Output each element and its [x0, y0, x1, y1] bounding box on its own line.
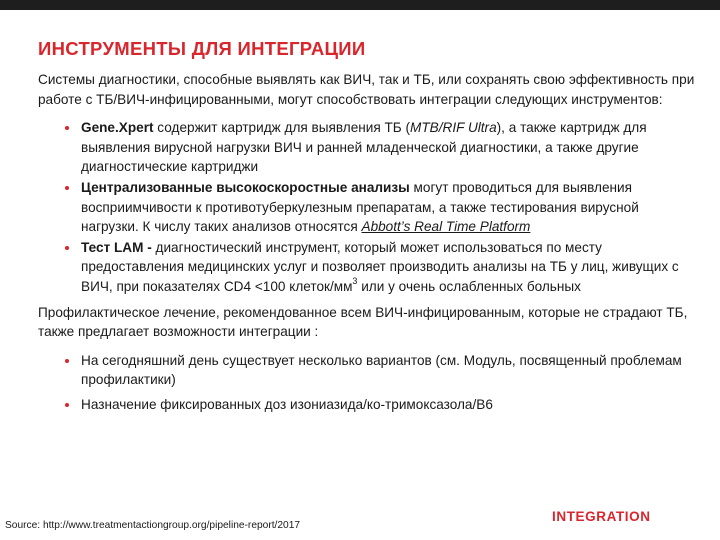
- top-bar: [0, 0, 720, 10]
- item-term: Тест LAM -: [81, 239, 152, 255]
- item-text: могут проводиться для выявления восприимчивости к противотуберкулезным препаратам, а также тестирования вирусной нагрузки. К числу таких анализов относятся: [81, 179, 639, 235]
- item-text: Назначение фиксированных доз изониазида/ко-тримоксазола/B6: [81, 396, 493, 412]
- intro-paragraph: Системы диагностики, способные выявлять как ВИЧ, так и ТБ, или сохранять свою эффективность при работе с ТБ/ВИЧ-инфицированными, могут способствовать интеграции следующих инструментов:: [38, 72, 695, 107]
- list-item-centralized-assays: [38, 178, 698, 237]
- bullet-dot: [65, 186, 69, 190]
- item-text: или у очень ослабленных больных: [357, 278, 581, 294]
- item-text: ), а также картридж для выявления вирусной нагрузки ВИЧ и ранней младенческой диагностики, а также другие диагностические картриджи: [81, 120, 647, 175]
- slide-content: [38, 70, 698, 421]
- bullet-dot: [65, 126, 69, 130]
- tools-list: [38, 118, 698, 296]
- list-item-lam-test: [38, 238, 698, 297]
- item-text: На сегодняшний день существует несколько вариантов (см. Модуль, посвященный проблемам профилактики): [81, 352, 682, 388]
- bullet-dot: [65, 359, 69, 363]
- prevention-list: [38, 351, 698, 415]
- abbott-link[interactable]: Abbott’s Real Time Platform: [361, 219, 531, 235]
- prevention-paragraph: Профилактическое лечение, рекомендованное всем ВИЧ-инфицированным, которые не страдают ТБ, также предлагает возможности интеграции :: [38, 304, 688, 340]
- superscript: 3: [352, 276, 358, 287]
- item-term: Gene.Xpert: [81, 120, 154, 136]
- source-citation: Source: http://www.treatmentactiongroup.org/pipeline-report/2017: [5, 520, 301, 531]
- list-item: [38, 395, 698, 415]
- section-tag: INTEGRATION: [552, 509, 651, 524]
- item-term: Централизованные высокоскоростные анализы: [81, 179, 410, 195]
- bullet-dot: [65, 246, 69, 250]
- slide-title: ИНСТРУМЕНТЫ ДЛЯ ИНТЕГРАЦИИ: [38, 38, 366, 59]
- item-italic: MTB/RIF Ultra: [410, 120, 497, 136]
- item-text: содержит картридж для выявления ТБ (: [153, 120, 411, 136]
- list-item-genexpert: [38, 118, 698, 177]
- bullet-dot: [65, 403, 69, 407]
- item-text: диагностический инструмент, который может использоваться по месту предоставления медицинских услуг и позволяет производить анализы на ТБ у лиц, живущих с ВИЧ, при показателях CD4 <100 клеток/мм: [81, 239, 679, 294]
- list-item: [38, 351, 698, 390]
